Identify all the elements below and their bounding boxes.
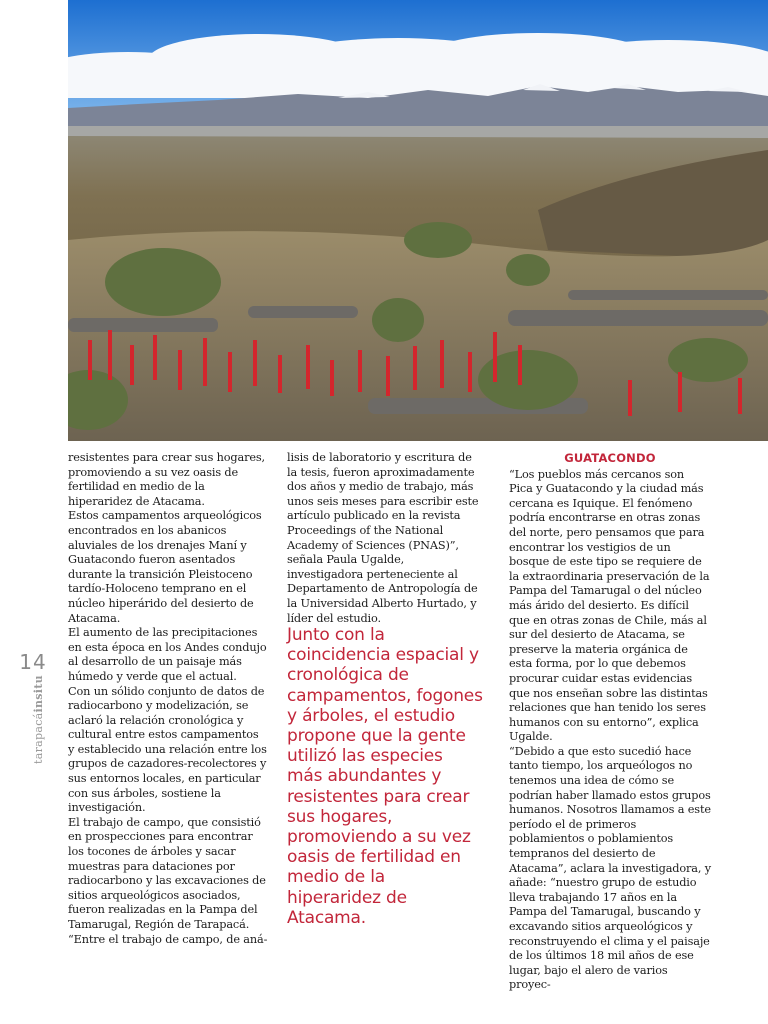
article-column-2 (287, 451, 483, 626)
paragraph: El aumento de las precipitaciones en esta época en los Andes condujo al desarrollo de un paisaje más húmedo y verde que el actual. (68, 626, 267, 683)
paragraph: lisis de laboratorio y escritura de la tesis, fueron aproximadamente dos años y medio de trabajo, más unos seis meses para escribir este artículo publicado en la revista Proceedings of the National Academy of Sciences (PNAS)”, señala Paula Ugalde, investigadora perteneciente al Departamento de Antropología de la Universidad Alberto Hurtado, y líder del estudio. (287, 451, 479, 625)
paragraph: Estos campamentos arqueológicos encontrados en los abanicos aluviales de los drenajes Maní y Guatacondo fueron asentados durante la transición Pleistoceno tardío-Holoceno temprano en el núcleo hiperárido del desierto de Atacama. (68, 509, 262, 625)
paragraph: “Debido a que esto sucedió hace tanto tiempo, los arqueólogos no tenemos una idea de cómo se podrían haber llamado estos grupos humanos. Nosotros llamamos a este período el de primeros poblamientos o poblamientos tempranos del desierto de Atacama”, aclara la investigadora, y añade: “nuestro grupo de estudio lleva trabajando 17 años en la Pampa del Tamarugal, buscando y excavando sitios arqueológicos y reconstruyendo el clima y el paisaje de los últimos 18 mil años de ese lugar, bajo el alero de varios proyec- (509, 744, 711, 992)
paragraph: resistentes para crear sus hogares, promoviendo a su vez oasis de fertilidad en medio de la hiperaridez de Atacama. (68, 451, 265, 508)
section-heading: GUATACONDO (564, 451, 656, 465)
magazine-name-part1: tarapacá (32, 712, 45, 764)
paragraph: El trabajo de campo, que consistió en prospecciones para encontrar los tocones de árboles y sacar muestras para dataciones por radiocarbono y las excavaciones de sitios arqueológicos asociados, fueron realizadas en la Pampa del Tamarugal, Región de Tarapacá. (68, 815, 266, 931)
pull-quote: Junto con la coincidencia espacial y cronológica de campamentos, fogones y árboles, el estudio propone que la gente utilizó las especies más abundantes y resistentes para crear sus hogares, promoviendo a su vez oasis de fertilidad en medio de la hiperaridez de Atacama. (287, 625, 483, 928)
page-number: 14 (19, 650, 47, 674)
article-column-3 (509, 451, 711, 993)
magazine-name (32, 675, 45, 764)
magazine-name-part2: insitu (32, 675, 45, 713)
article-column-1 (68, 451, 268, 947)
landscape-photo-icon (68, 0, 768, 441)
paragraph: “Entre el trabajo de campo, de aná- (68, 932, 268, 946)
paragraph: “Los pueblos más cercanos son Pica y Guatacondo y la ciudad más cercana es Iquique. El fenómeno podría encontrarse en otras zonas del norte, pero pensamos que para encontrar los vestigios de un bosque de este tipo se requiere de la extraordinaria preservación de la Pampa del Tamarugal o del núcleo más árido del desierto. Es difícil que en otras zonas de Chile, más al sur del desierto de Atacama, se preserve la materia orgánica de esta forma, por lo que debemos procurar cuidar estas evidencias que nos enseñan sobre las distintas relaciones que han tenido los seres humanos con su entorno”, explica Ugalde. (509, 467, 710, 744)
paragraph: Con un sólido conjunto de datos de radiocarbono y modelización, se aclaró la relación cronológica y cultural entre estos campamentos y establecido una relación entre los grupos de cazadores-recolectores y sus entornos locales, en particular con sus árboles, sostiene la investigación. (68, 684, 267, 815)
landscape-photo (68, 0, 768, 441)
